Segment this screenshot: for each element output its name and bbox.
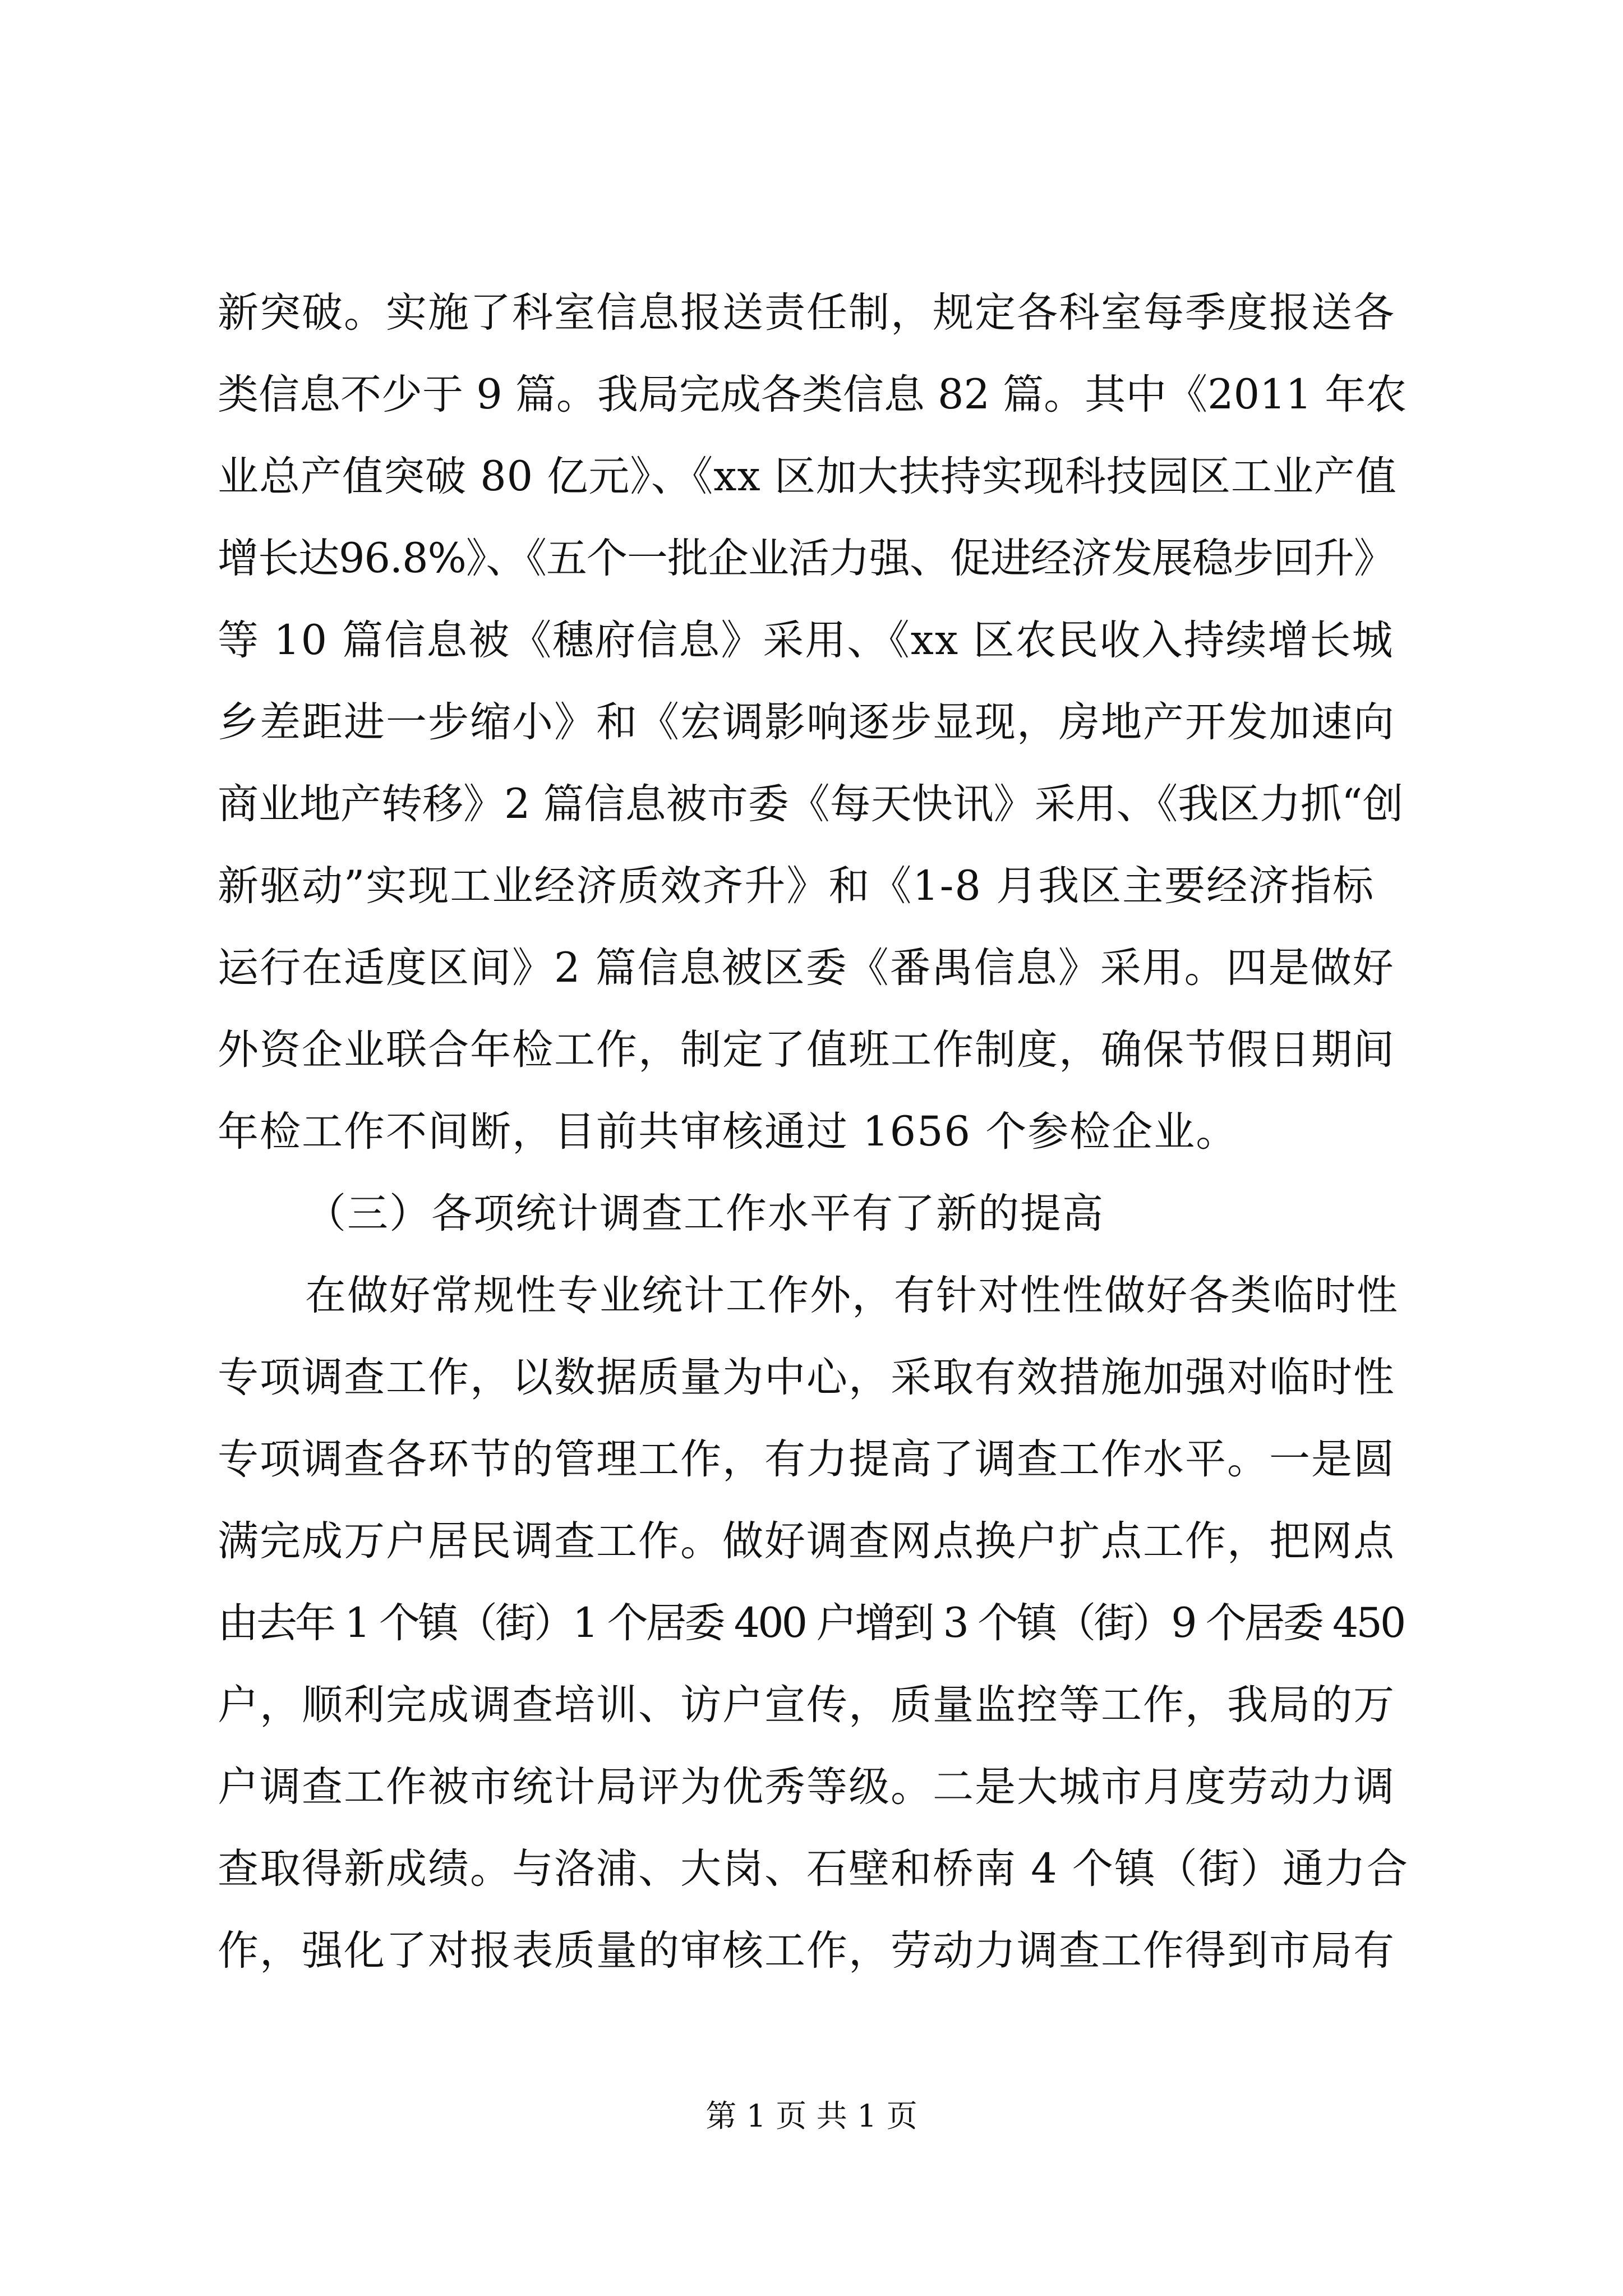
text-line-3: 业总产值突破 80 亿元》、《xx 区加大扶持实现科技园区工业产值 [218,453,1397,500]
text-line-13: 在做好常规性专业统计工作外，有针对性性做好各类临时性 [305,1272,1399,1319]
page-footer: 第 1 页 共 1 页 [706,2098,917,2134]
text-line-6: 乡差距进一步缩小》和《宏调影响逐步显现，房地产开发加速向 [218,698,1395,746]
text-line-9: 运行在适度区间》2 篇信息被区委《番禺信息》采用。四是做好 [218,944,1395,992]
text-line-21: 作，强化了对报表质量的审核工作，劳动力调查工作得到市局有 [218,1927,1395,1975]
text-line-15: 专项调查各环节的管理工作，有力提高了调查工作水平。一是圆 [218,1435,1395,1483]
text-line-20: 查取得新成绩。与洛浦、大岗、石壁和桥南 4 个镇（街）通力合 [218,1845,1409,1893]
text-line-14: 专项调查工作，以数据质量为中心，采取有效措施加强对临时性 [218,1354,1395,1401]
text-line-18: 户，顺利完成调查培训、访户宣传，质量监控等工作，我局的万 [218,1681,1395,1729]
text-line-5: 等 10 篇信息被《穗府信息》采用、《xx 区农民收入持续增长城 [218,616,1394,664]
text-line-19: 户调查工作被市统计局评为优秀等级。二是大城市月度劳动力调 [218,1763,1395,1811]
text-line-16: 满完成万户居民调查工作。做好调查网点换户扩点工作，把网点 [218,1517,1395,1565]
text-line-4: 增长达96.8%》、《五个一批企业活力强、促进经济发展稳步回升》 [218,535,1394,582]
text-line-10: 外资企业联合年检工作，制定了值班工作制度，确保节假日期间 [218,1026,1395,1074]
text-line-17: 由去年 1 个镇（街）1 个居委 400 户增到 3 个镇（街）9 个居委 450 [218,1599,1404,1647]
text-line-11: 年检工作不间断，目前共审核通过 1656 个参检企业。 [218,1108,1238,1156]
section-heading: （三）各项统计调查工作水平有了新的提高 [305,1190,1104,1237]
text-line-1: 新突破。实施了科室信息报送责任制，规定各科室每季度报送各 [218,289,1395,337]
text-line-8: 新驱动”实现工业经济质效齐升》和《1-8 月我区主要经济指标 [218,862,1375,910]
text-line-7: 商业地产转移》2 篇信息被市委《每天快讯》采用、《我区力抓“创 [218,780,1404,828]
text-line-2: 类信息不少于 9 篇。我局完成各类信息 82 篇。其中《2011 年农 [218,371,1407,418]
